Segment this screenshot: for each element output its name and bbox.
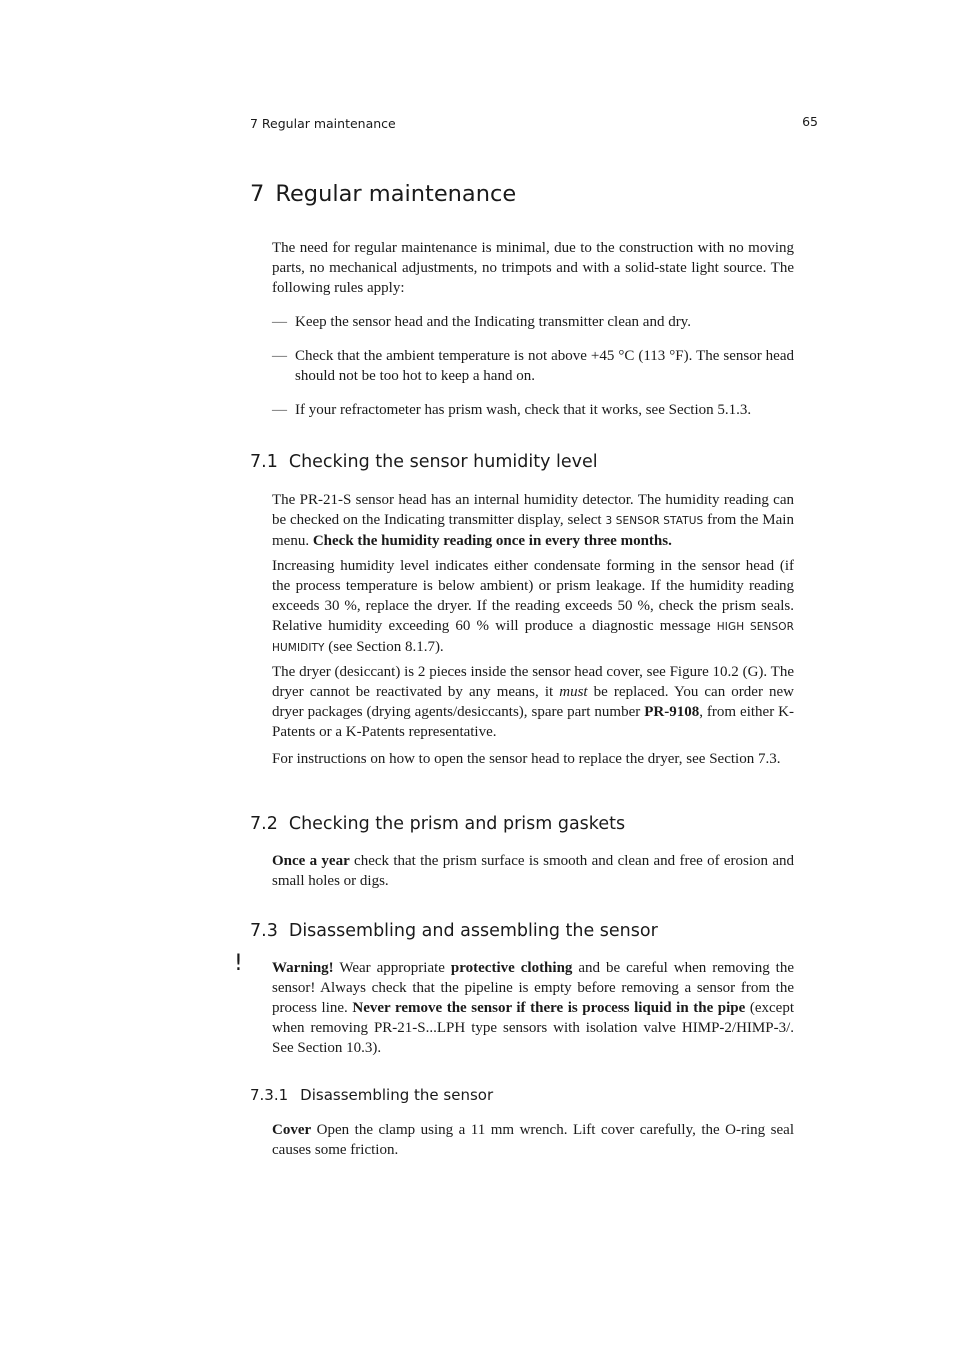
text-run: and be careful when removing the sensor! Always check that the pipeline is empty before removing a sensor from the process line. bbox=[272, 960, 795, 1016]
bullet-dash: — bbox=[272, 314, 287, 330]
section-heading-7-3 bbox=[250, 921, 658, 941]
section-number: 7.3 bbox=[250, 921, 278, 941]
section-title: Checking the prism and prism gaskets bbox=[288, 814, 626, 834]
text-run: Increasing humidity level indicates either condensate forming in the sensor head (if the process temperature is below ambient) or prism leakage. If the humidity reading exceeds 30 %, replace the dryer. If the reading exceeds 50 %, check the prism seals. Relative humidity exceeding 60 % will produce a diagnostic message bbox=[272, 558, 794, 634]
bullet-item bbox=[272, 346, 794, 386]
part-number: PR-9108 bbox=[644, 704, 700, 720]
text-run: from the Main menu. bbox=[272, 512, 794, 549]
bullet-text: Keep the sensor head and the Indicating transmitter clean and dry. bbox=[295, 314, 691, 330]
emphasis-bold: Once a year bbox=[272, 853, 350, 869]
text-run: The dryer (desiccant) is 2 pieces inside the sensor head cover, see Figure 10.2 (G). The dryer cannot be reactivated by any means, it bbox=[272, 664, 794, 700]
emphasis-italic: must bbox=[559, 684, 588, 700]
emphasis-bold: Check the humidity reading once in every three months. bbox=[312, 533, 672, 549]
section-number: 7.1 bbox=[250, 452, 278, 472]
section-title: Disassembling and assembling the sensor bbox=[288, 921, 658, 941]
cover-paragraph bbox=[272, 1120, 794, 1160]
emphasis-bold: Cover bbox=[272, 1122, 312, 1138]
bullet-dash: — bbox=[272, 402, 287, 418]
section-number: 7.2 bbox=[250, 814, 278, 834]
warning-label: Warning! bbox=[272, 960, 334, 976]
warning-exclamation-icon: ! bbox=[234, 951, 243, 976]
text-run: , from either K-Patents or a K-Patents representative. bbox=[272, 704, 795, 740]
subsection-heading-7-3-1 bbox=[250, 1086, 493, 1104]
humidity-paragraph-1 bbox=[272, 490, 794, 551]
emphasis-bold: protective clothing bbox=[450, 960, 573, 976]
page-number: 65 bbox=[802, 114, 818, 129]
bullet-text: Check that the ambient temperature is not above +45 °C (113 °F). The sensor head should not be too hot to keep a hand on. bbox=[295, 348, 794, 384]
text-run: be replaced. You can order new dryer packages (drying agents/desiccants), spare part number bbox=[272, 684, 795, 720]
bullet-item bbox=[272, 312, 794, 332]
humidity-paragraph-2 bbox=[272, 556, 794, 658]
bullet-dash: — bbox=[272, 348, 287, 364]
diagnostic-message: HIGH SENSOR HUMIDITY bbox=[272, 621, 795, 654]
intro-paragraph: The need for regular maintenance is minimal, due to the construction with no moving parts, no mechanical adjustments, no trimpots and with a solid-state light source. The following rules apply: bbox=[272, 240, 794, 296]
prism-paragraph bbox=[272, 851, 794, 891]
running-head-title: 7 Regular maintenance bbox=[250, 116, 396, 131]
humidity-paragraph-3 bbox=[272, 662, 794, 742]
text-run: Wear appropriate bbox=[333, 960, 451, 976]
humidity-paragraph-4: For instructions on how to open the sensor head to replace the dryer, see Section 7.3. bbox=[272, 751, 781, 767]
text-run: (except when removing PR-21-S...LPH type sensors with isolation valve HIMP-2/HIMP-3/. See Section 10.3). bbox=[272, 1000, 794, 1056]
chapter-heading bbox=[250, 181, 516, 207]
text-run: The PR-21-S sensor head has an internal humidity detector. The humidity reading can be checked on the Indicating transmitter display, select bbox=[272, 492, 794, 528]
subsection-number: 7.3.1 bbox=[250, 1086, 289, 1104]
emphasis-bold: Never remove the sensor if there is process liquid in the pipe bbox=[352, 1000, 746, 1016]
warning-paragraph bbox=[272, 958, 794, 1058]
chapter-title: Regular maintenance bbox=[275, 181, 517, 207]
text-run: (see Section 8.1.7). bbox=[324, 639, 444, 655]
subsection-title: Disassembling the sensor bbox=[300, 1086, 494, 1104]
menu-reference: 3 SENSOR STATUS bbox=[605, 515, 704, 527]
text-run: Open the clamp using a 11 mm wrench. Lift cover carefully, the O-ring seal causes some friction. bbox=[272, 1122, 794, 1158]
bullet-text: If your refractometer has prism wash, check that it works, see Section 5.1.3. bbox=[295, 402, 752, 418]
running-head bbox=[250, 115, 818, 135]
chapter-number: 7 bbox=[250, 181, 265, 207]
section-title: Checking the sensor humidity level bbox=[288, 452, 598, 472]
section-heading-7-2 bbox=[250, 814, 625, 834]
text-run: check that the prism surface is smooth and clean and free of erosion and small holes or digs. bbox=[272, 853, 794, 889]
bullet-item bbox=[272, 400, 794, 420]
section-heading-7-1 bbox=[250, 452, 598, 472]
